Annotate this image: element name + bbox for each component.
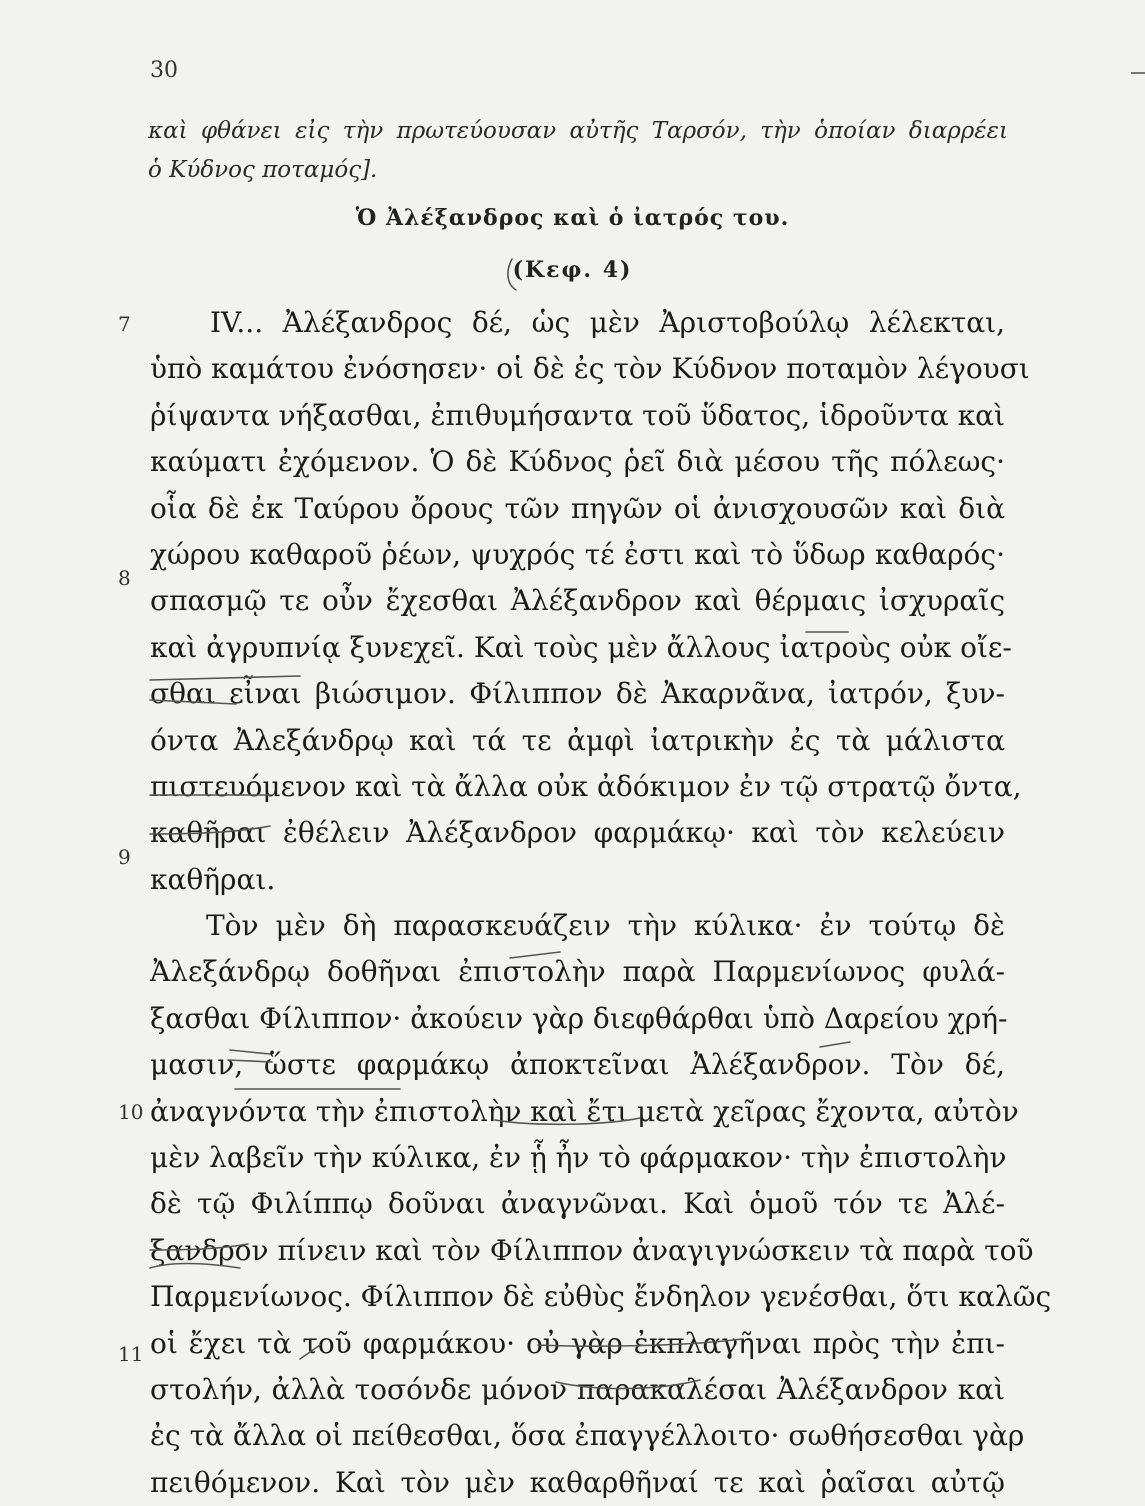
edge-mark bbox=[1131, 72, 1145, 74]
text-line: οἷα δὲ ἐκ Ταύρου ὄρους τῶν πηγῶν οἱ ἀνισχουσῶν καὶ διὰ bbox=[150, 491, 1005, 525]
main-text bbox=[150, 300, 1052, 1506]
text-line: όντα Ἀλεξάνδρῳ καὶ τά τε ἀμφὶ ἰατρικὴν ἐς τὰ μάλιστα bbox=[150, 723, 1005, 757]
text-line: ῥίψαντα νήξασθαι, ἐπιθυμήσαντα τοῦ ὕδατος, ἱδροῦντα καὶ bbox=[150, 398, 1005, 432]
intro-paragraph bbox=[148, 112, 1008, 190]
intro-line: ὁ Κύδνος ποταμός]. bbox=[148, 157, 378, 183]
text-line: καθῆραι ἐθέλειν Ἀλέξανδρον φαρμάκῳ· καὶ τὸν κελεύειν bbox=[150, 816, 1005, 850]
section-heading: Ὁ Ἀλέξανδρος καὶ ὁ ἰατρός του. bbox=[355, 205, 790, 231]
text-line: πιστευόμενον καὶ τὰ ἄλλα οὐκ ἀδόκιμον ἐν τῷ στρατῷ ὄντα, bbox=[150, 769, 1022, 803]
text-line: καὶ ἀγρυπνίᾳ ξυνεχεῖ. Καὶ τοὺς μὲν ἄλλους ἰατροὺς οὐκ οἴε- bbox=[150, 630, 1012, 664]
text-line: Παρμενίωνος. Φίλιππον δὲ εὐθὺς ἔνδηλον γενέσθαι, ὅτι καλῶς bbox=[150, 1280, 1052, 1314]
text-line: σπασμῷ τε οὖν ἔχεσθαι Ἀλέξανδρον καὶ θέρμαις ἰσχυραῖς bbox=[150, 584, 1005, 618]
text-line: ξανδρον πίνειν καὶ τὸν Φίλιππον ἀναγιγνώσκειν τὰ παρὰ τοῦ bbox=[150, 1233, 1034, 1267]
intro-line: καὶ φθάνει εἰς τὴν πρωτεύουσαν αὐτῆς Ταρσόν, τὴν ὁποίαν διαρρέει bbox=[148, 118, 1008, 144]
text-line: μὲν λαβεῖν τὴν κύλικα, ἐν ᾗ ἦν τὸ φάρμακον· τὴν ἐπιστολὴν bbox=[150, 1141, 1007, 1175]
text-line: ἐς τὰ ἄλλα οἱ πείθεσθαι, ὅσα ἐπαγγέλλοιτο· σωθήσεσθαι γὰρ bbox=[150, 1419, 1025, 1453]
text-line: πειθόμενον. Καὶ τὸν μὲν καθαρθῆναί τε καὶ ῥαῖσαι αὐτῷ bbox=[150, 1465, 1005, 1499]
margin-section-number: 8 bbox=[118, 566, 131, 590]
text-line: καύματι ἐχόμενον. Ὁ δὲ Κύδνος ῥεῖ διὰ μέσου τῆς πόλεως· bbox=[150, 445, 1005, 479]
text-line: IV... Ἀλέξανδρος δέ, ὡς μὲν Ἀριστοβούλῳ λέλεκται, bbox=[210, 306, 1005, 339]
page-number: 30 bbox=[150, 58, 178, 83]
text-line: ὑπὸ καμάτου ἐνόσησεν· οἱ δὲ ἐς τὸν Κύδνον ποταμὸν λέγουσι bbox=[150, 352, 1030, 386]
text-line: Ἀλεξάνδρῳ δοθῆναι ἐπιστολὴν παρὰ Παρμενίωνος φυλά- bbox=[150, 955, 1005, 989]
text-line: ξασθαι Φίλιππον· ἀκούειν γὰρ διεφθάρθαι ὑπὸ Δαρείου χρή- bbox=[150, 1001, 1008, 1035]
margin-section-number: 11 bbox=[118, 1342, 144, 1366]
margin-section-number: 7 bbox=[118, 312, 131, 336]
text-line: στολήν, ἀλλὰ τοσόνδε μόνον παρακαλέσαι Ἀλέξανδρον καὶ bbox=[150, 1372, 1005, 1406]
text-line: ἀναγνόντα τὴν ἐπιστολὴν καὶ ἔτι μετὰ χεῖρας ἔχοντα, αὐτὸν bbox=[150, 1094, 1019, 1128]
text-line: καθῆραι. bbox=[150, 862, 276, 896]
text-line: μασιν, ὥστε φαρμάκῳ ἀποκτεῖναι Ἀλέξανδρον. Τὸν δέ, bbox=[150, 1048, 1005, 1082]
text-line: οἱ ἔχει τὰ τοῦ φαρμάκου· οὐ γὰρ ἐκπλαγῆναι πρὸς τὴν ἐπι- bbox=[150, 1326, 1005, 1360]
text-line: δὲ τῷ Φιλίππῳ δοῦναι ἀναγνῶναι. Καὶ ὁμοῦ τόν τε Ἀλέ- bbox=[150, 1187, 1005, 1221]
margin-section-number: 9 bbox=[118, 845, 131, 869]
margin-section-number: 10 bbox=[118, 1100, 144, 1124]
chapter-reference: (Κεφ. 4) bbox=[512, 257, 633, 283]
text-line: Τὸν μὲν δὴ παρασκευάζειν τὴν κύλικα· ἐν τούτῳ δὲ bbox=[206, 909, 1005, 943]
text-line: σθαι εἶναι βιώσιμον. Φίλιππον δὲ Ἀκαρνᾶνα, ἰατρόν, ξυν- bbox=[150, 677, 1005, 711]
text-line: χώρου καθαροῦ ῥέων, ψυχρός τέ ἐστι καὶ τὸ ὕδωρ καθαρός· bbox=[150, 537, 1005, 571]
